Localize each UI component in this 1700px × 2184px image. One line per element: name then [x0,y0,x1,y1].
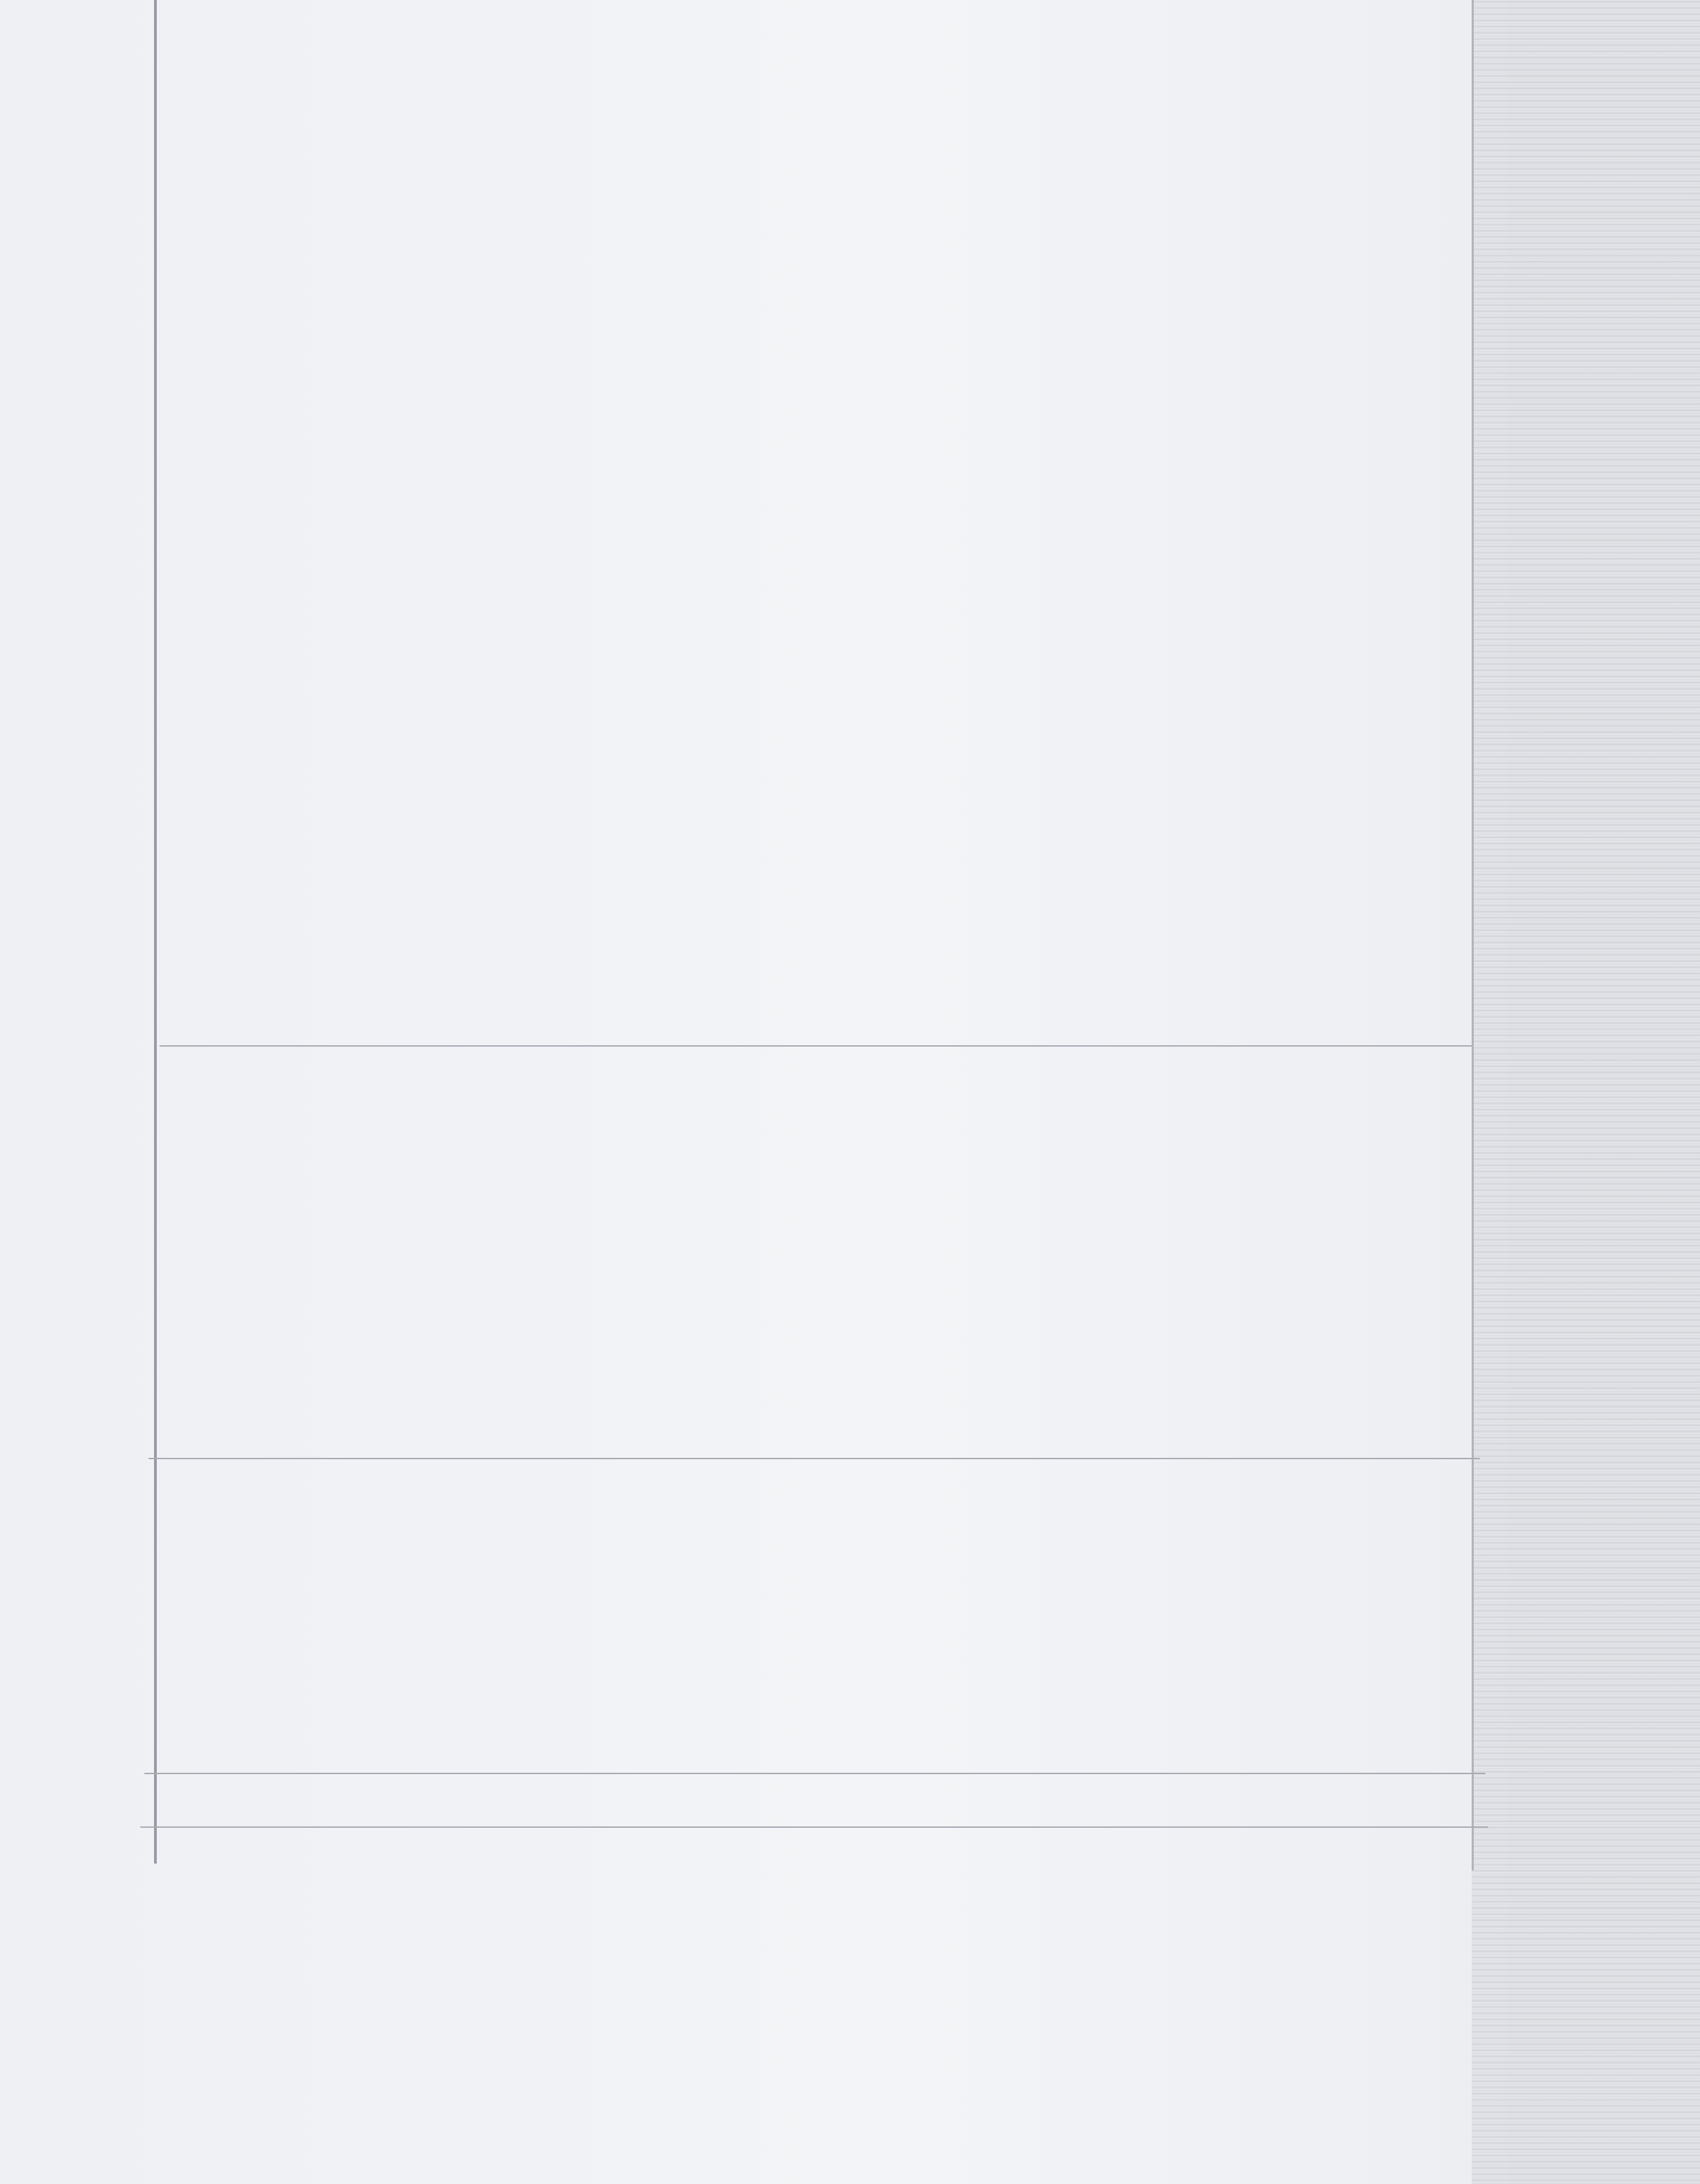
section-divider [160,1045,1472,1047]
left-rule [154,0,157,1864]
section-divider [144,1773,1485,1774]
table-row-lipaemie [160,829,1466,863]
right-rule [1472,0,1474,1870]
paper-edge [1472,0,1700,2184]
section-divider [140,1826,1488,1828]
section-divider [149,1458,1480,1459]
